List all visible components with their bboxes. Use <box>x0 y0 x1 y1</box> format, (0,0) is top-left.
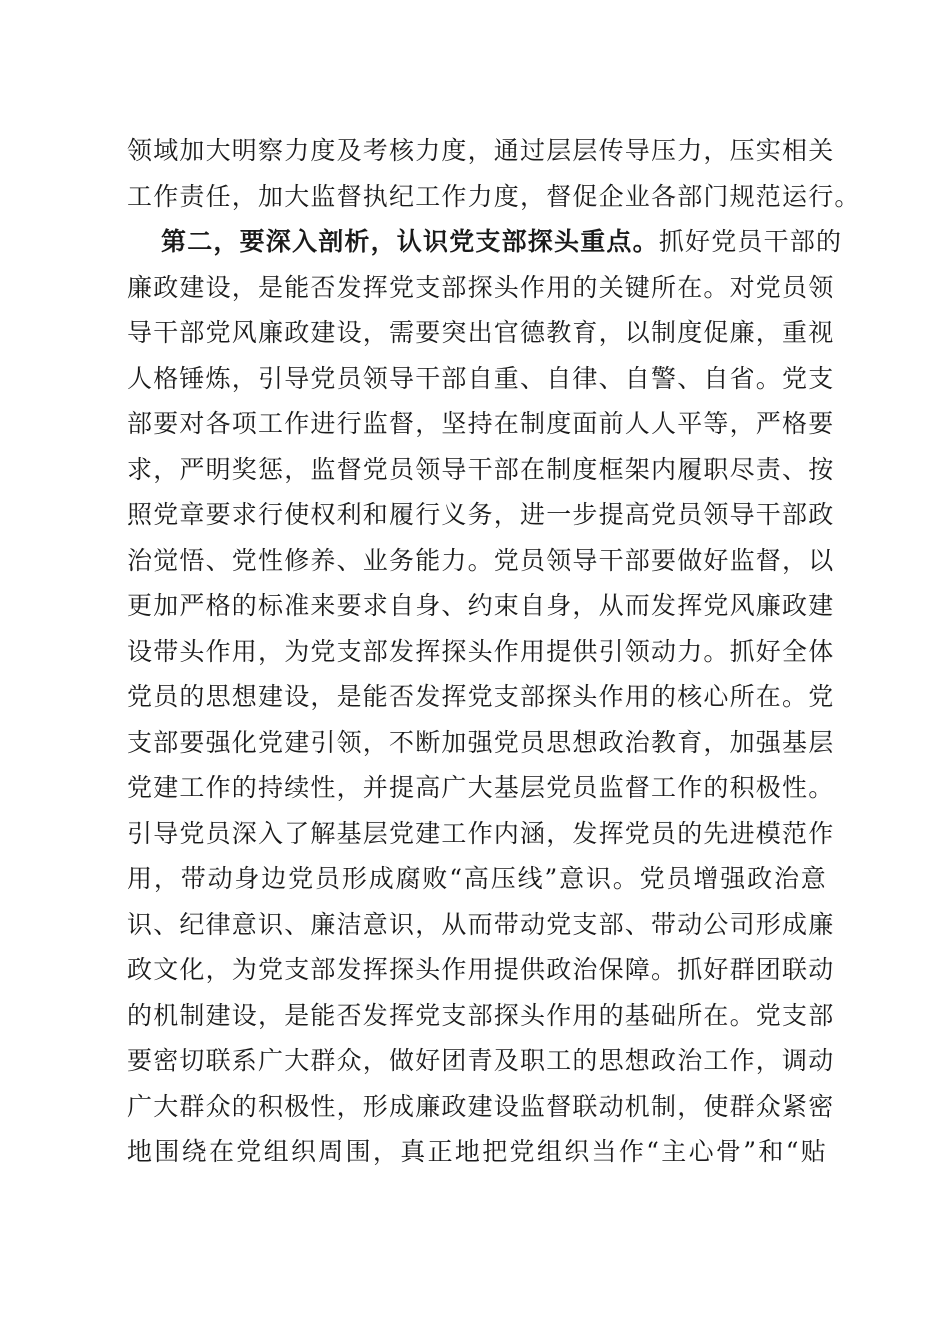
paragraph-start-line <box>127 219 843 265</box>
text-line: 治觉悟、党性修养、业务能力。党员领导干部要做好监督，以 <box>127 545 835 575</box>
section-heading: 第二，要深入剖析，认识党支部探头重点。 <box>161 227 659 256</box>
body-text <box>127 128 861 1175</box>
text-line: 工作责任，加大监督执纪工作力度，督促企业各部门规范运行。 <box>127 181 861 211</box>
text-line: 党员的思想建设，是能否发挥党支部探头作用的核心所在。党 <box>127 682 835 711</box>
text-line: 的机制建设，是能否发挥党支部探头作用的基础所在。党支部 <box>127 1000 835 1030</box>
text-line: 导干部党风廉政建设，需要突出官德教育，以制度促廉，重视 <box>127 318 835 347</box>
text-line: 识、纪律意识、廉洁意识，从而带动党支部、带动公司形成廉 <box>127 909 835 939</box>
text-line-rest: 抓好党员干部的 <box>658 227 843 256</box>
text-line: 设带头作用，为党支部发挥探头作用提供引领动力。抓好全体 <box>127 636 835 666</box>
text-line: 更加严格的标准来要求自身、约束自身，从而发挥党风廉政建 <box>127 591 835 620</box>
text-line: 用，带动身边党员形成腐败“高压线”意识。党员增强政治意 <box>127 864 827 893</box>
text-line: 人格锤炼，引导党员领导干部自重、自律、自警、自省。党支 <box>127 363 835 393</box>
text-line: 引导党员深入了解基层党建工作内涵，发挥党员的先进模范作 <box>127 818 835 848</box>
text-line: 广大群众的积极性，形成廉政建设监督联动机制，使群众紧密 <box>127 1091 835 1121</box>
text-line: 地围绕在党组织周围，真正地把党组织当作“主心骨”和“贴 <box>127 1137 827 1166</box>
text-line: 党建工作的持续性，并提高广大基层党员监督工作的积极性。 <box>127 773 835 802</box>
text-line: 照党章要求行使权利和履行义务，进一步提高党员领导干部政 <box>127 500 835 529</box>
text-line: 要密切联系广大群众，做好团青及职工的思想政治工作，调动 <box>127 1046 835 1075</box>
text-line: 求，严明奖惩，监督党员领导干部在制度框架内履职尽责、按 <box>127 454 835 484</box>
text-line: 支部要强化党建引领，不断加强党员思想政治教育，加强基层 <box>127 727 835 757</box>
text-line: 部要对各项工作进行监督，坚持在制度面前人人平等，严格要 <box>127 409 835 438</box>
text-line: 廉政建设，是能否发挥党支部探头作用的关键所在。对党员领 <box>127 272 835 302</box>
text-line: 政文化，为党支部发挥探头作用提供政治保障。抓好群团联动 <box>127 955 835 984</box>
text-line: 领域加大明察力度及考核力度，通过层层传导压力，压实相关 <box>127 136 835 165</box>
